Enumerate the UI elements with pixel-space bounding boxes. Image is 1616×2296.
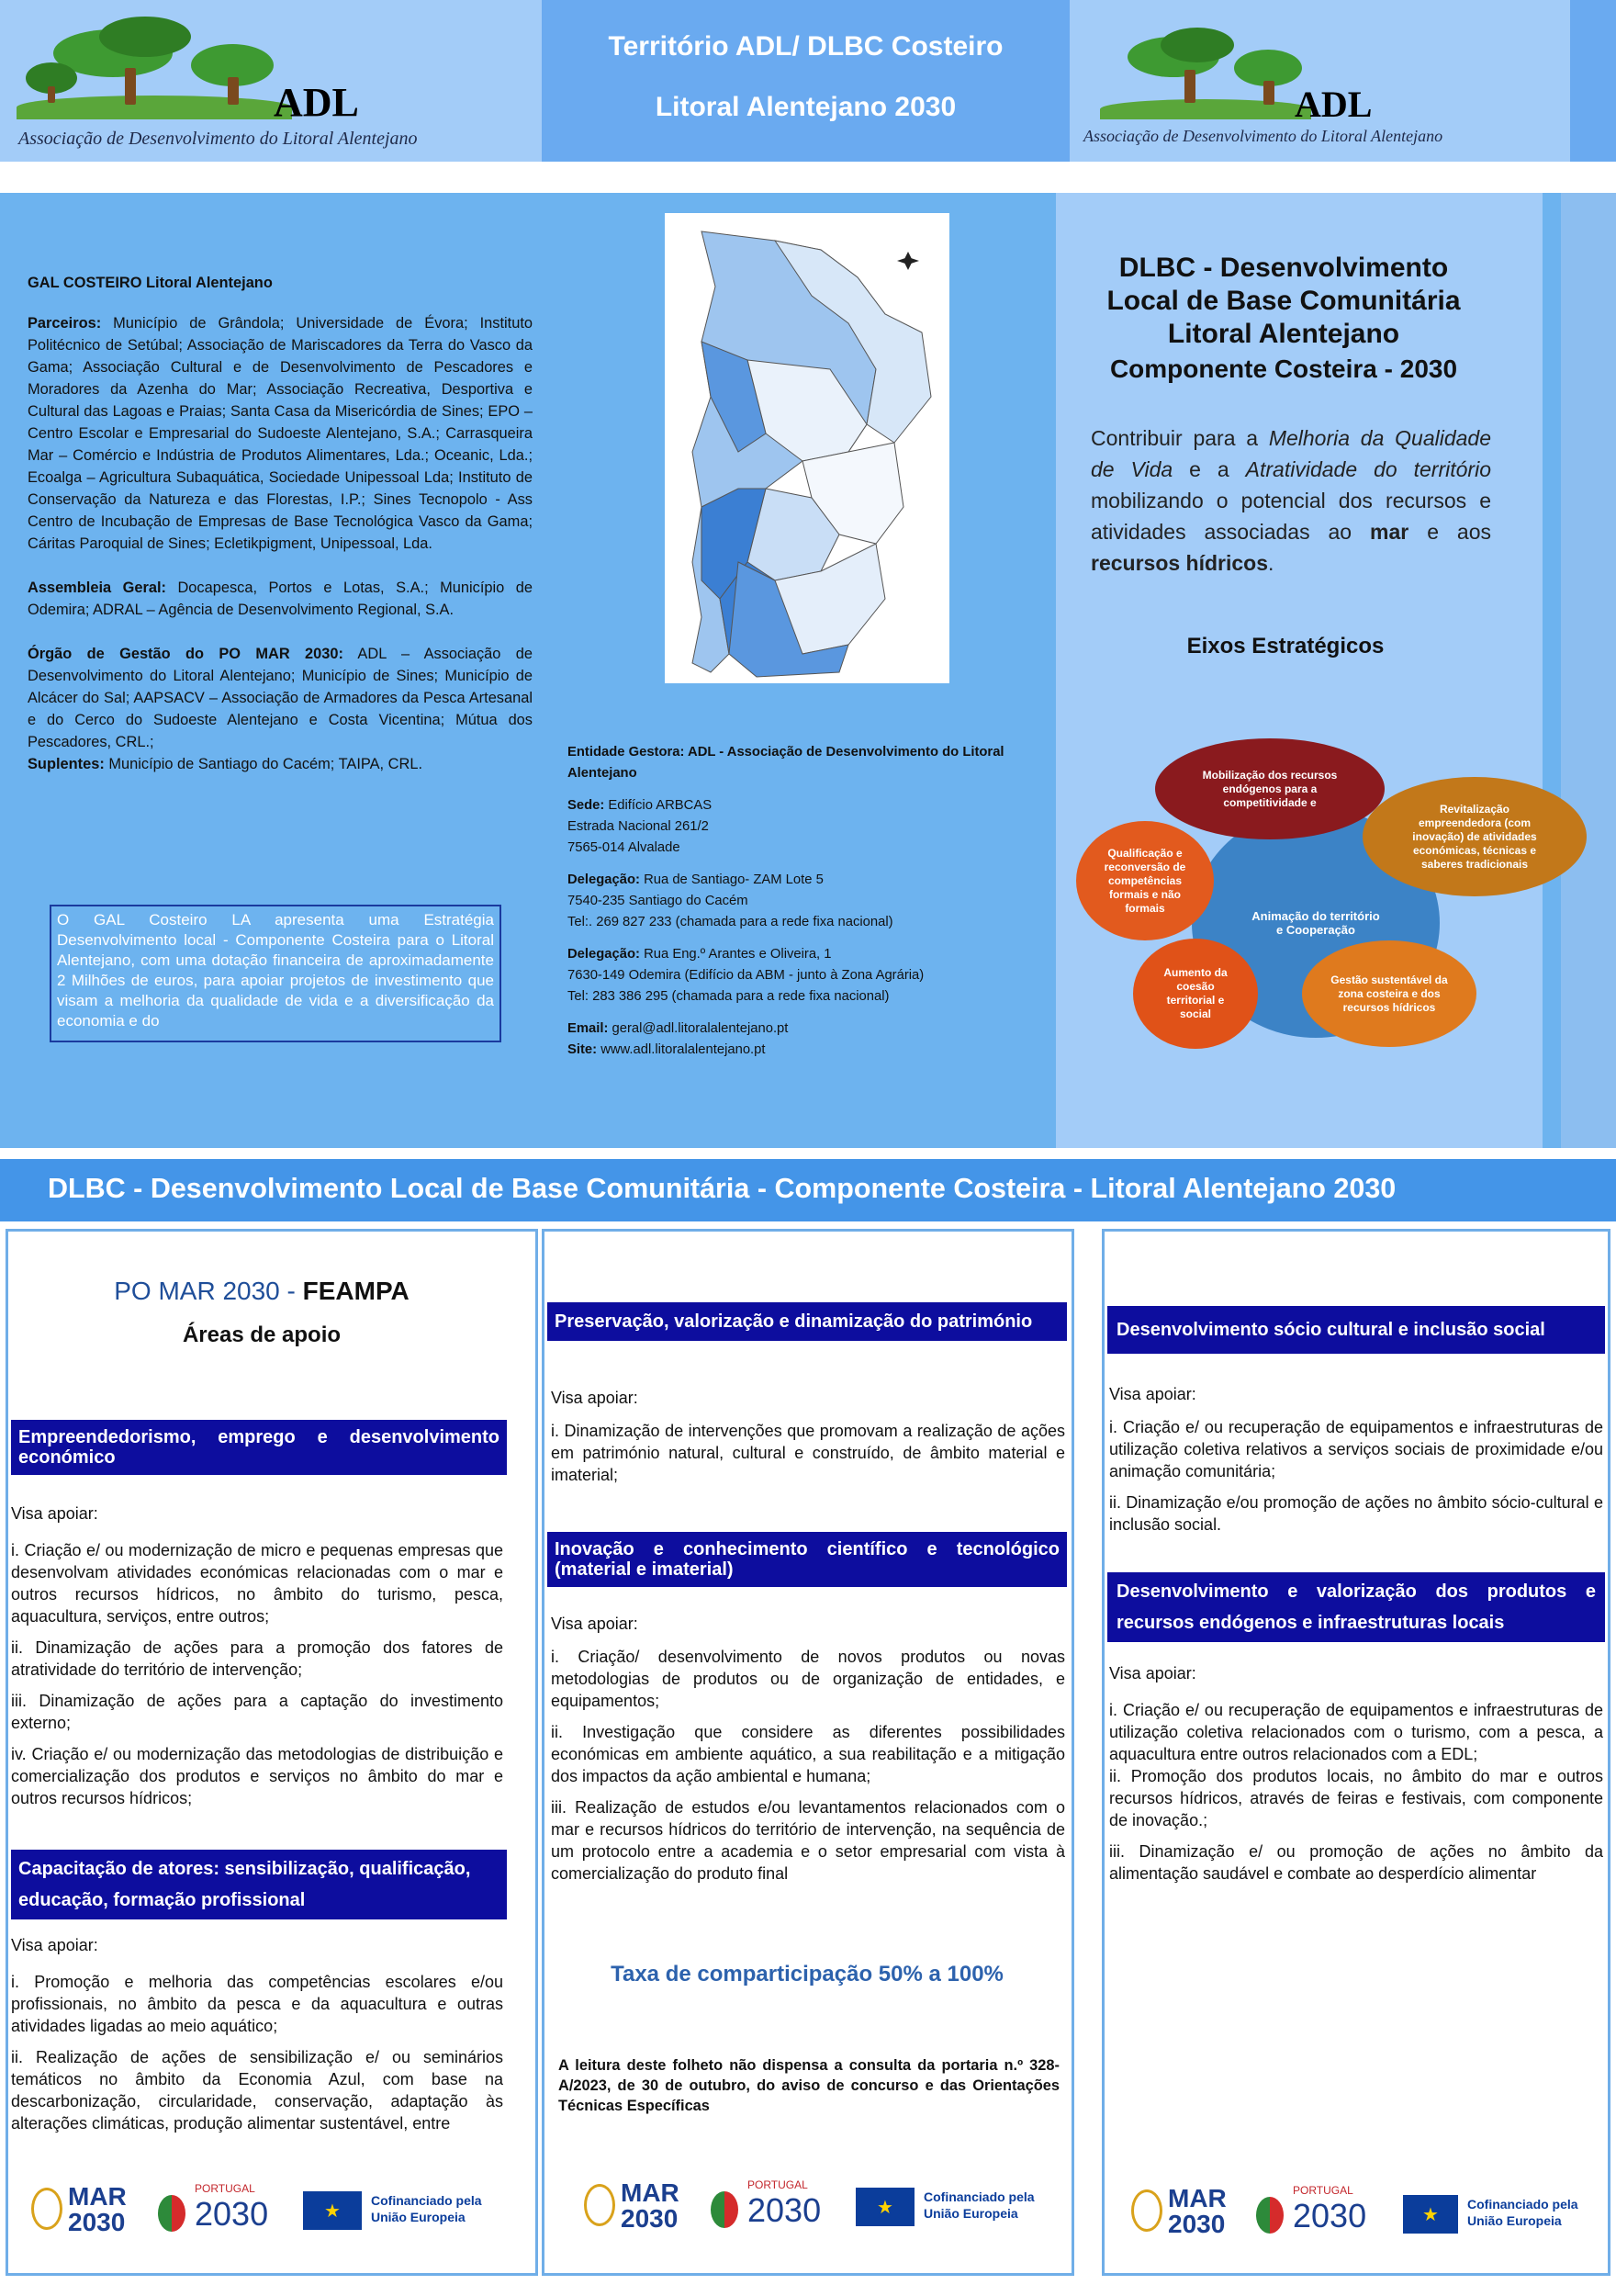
sede-line1: Edifício ARBCAS xyxy=(604,798,713,813)
territory-map xyxy=(665,213,949,683)
portugal2030-logo xyxy=(711,2178,848,2234)
logo-acronym: ADL xyxy=(1295,84,1373,125)
list-item: i. Dinamização de intervenções que promovam a realização de ações em património natural, cultural e construído, de âmbito material e imaterial; xyxy=(551,1422,1065,1484)
contacts-block xyxy=(567,742,1017,1061)
gal-suplentes xyxy=(28,753,533,775)
portugal-text: PORTUGAL xyxy=(195,2182,255,2195)
eu-text: União Europeia xyxy=(924,2206,1018,2221)
list-item: ii. Realização de ações de sensibilização e/ ou seminários temáticos no âmbito da Economia Azul, com base na descarbonização, circularidade, conservação, adaptação às alterações climáticas, produção alimentar sustentável, entre xyxy=(11,2048,503,2133)
visa-apoiar: Visa apoiar: xyxy=(1109,1385,1196,1403)
eu-text: Cofinanciado pela xyxy=(1467,2197,1578,2212)
list-item: ii. Promoção dos produtos locais, no âmbito do mar e outros recursos hídricos, através de feiras e festivais, com componente de inovação.; xyxy=(1109,1767,1603,1829)
col1-section2-title: Capacitação de atores: sensibilização, qualificação, educação, formação profissional xyxy=(11,1850,507,1919)
orgao-text: ADL – Associação de Desenvolvimento do Litoral Alentejano; Município de Sines; Município de Alcácer do Sal; AAPSACV – Associação de Armadores da Pesca Artesanal e do Cerco do Sudoeste Alentejano e Costa Vicentina; Mútua dos Pescadores, CRL.; xyxy=(28,646,533,750)
mission-emph: Atratividade do território xyxy=(1245,457,1491,481)
del1-line2: 7540-235 Santiago do Cacém xyxy=(567,894,748,908)
nota-leitura: A leitura deste folheto não dispensa a consulta da portaria n.º 328-A/2023, de 30 de outubro, do aviso de concurso e das Orientações Técnicas Específicas xyxy=(558,2057,1060,2114)
site-label: Site: xyxy=(567,1042,598,1057)
mission-text: e aos xyxy=(1408,520,1492,544)
logo-trees-icon xyxy=(1100,28,1311,119)
map-svg xyxy=(665,213,949,683)
adl-logo-right xyxy=(1082,28,1513,156)
col1-section1-body xyxy=(11,1503,503,1809)
col3-section1-title: Desenvolvimento sócio cultural e inclusão social xyxy=(1107,1306,1605,1354)
col1-content xyxy=(11,1277,512,1348)
email-label: Email: xyxy=(567,1021,609,1036)
list-item: ii. Dinamização de ações para a promoção dos fatores de atratividade do território de intervenção; xyxy=(11,1638,503,1679)
mar2030-logo xyxy=(1131,2182,1232,2239)
gal-column xyxy=(28,272,533,775)
site-link[interactable]: www.adl.litoralalentejano.pt xyxy=(597,1042,766,1057)
gal-title: GAL COSTEIRO Litoral Alentejano xyxy=(28,275,273,291)
list-item: i. Criação e/ ou recuperação de equipamentos e infraestruturas de utilização coletiva relacionados com o turismo, com a pesca, a aquacultura entre outros relacionados com a EDL; xyxy=(1109,1701,1603,1763)
col3-section2-body xyxy=(1109,1662,1603,1885)
visa-apoiar: Visa apoiar: xyxy=(551,1389,638,1407)
eu-flag-icon: ★ xyxy=(303,2191,362,2230)
list-item: i. Criação/ desenvolvimento de novos produtos ou novas metodologias de produtos ou de organização de entidades, e equipamentos; xyxy=(551,1648,1065,1710)
gal-assembleia xyxy=(28,577,533,621)
dlbc-title xyxy=(1072,252,1495,386)
list-item: ii. Investigação que considere as diferentes possibilidades económicas em ambiente aquático, a sua reabilitação e a mitigação dos impactos da ação ambiental e humana; xyxy=(551,1723,1065,1785)
del1-line3: Tel:. 269 827 233 (chamada para a rede fixa nacional) xyxy=(567,915,893,929)
list-item: i. Criação e/ ou recuperação de equipamentos e infraestruturas de utilização coletiva relativos a serviços sociais de proximidade e/ou animação comunitária; xyxy=(1109,1418,1603,1480)
eu-flag-icon: ★ xyxy=(1403,2195,1458,2234)
dlbc-subtitle: Componente Costeira - 2030 xyxy=(1109,355,1458,383)
col2-section2-title: Inovação e conhecimento científico e tecnológico (material e imaterial) xyxy=(547,1532,1067,1587)
eixo-center: Animação do território e Cooperação xyxy=(1192,808,1440,1038)
mar-text: MAR xyxy=(68,2182,127,2211)
col3-section2-title: Desenvolvimento e valorização dos produtos e recursos endógenos e infraestruturas locais xyxy=(1107,1572,1605,1642)
sede-label: Sede: xyxy=(567,798,605,813)
col1-section2-body xyxy=(11,1934,503,2147)
entidade-text: ADL - Associação de Desenvolvimento do Litoral Alentejano xyxy=(567,745,1004,781)
dlbc-mission xyxy=(1091,422,1491,579)
mission-text: mobilizando o potencial dos recursos e atividades associadas ao xyxy=(1091,489,1491,544)
del1-label: Delegação: xyxy=(567,872,640,887)
entidade-gestora xyxy=(567,742,1017,784)
p2030-text: 2030 xyxy=(1293,2197,1367,2234)
eu-flag-icon: ★ xyxy=(856,2188,915,2226)
banner: DLBC - Desenvolvimento Local de Base Comunitária - Componente Costeira - Litoral Alentejano 2030 xyxy=(0,1159,1616,1221)
mar-text: MAR xyxy=(1168,2184,1227,2212)
mission-text: . xyxy=(1268,551,1274,575)
list-item: ii. Dinamização e/ou promoção de ações no âmbito sócio-cultural e inclusão social. xyxy=(1109,1493,1603,1534)
mission-bold: recursos hídricos xyxy=(1091,551,1269,575)
col2-section1-title: Preservação, valorização e dinamização do património xyxy=(547,1302,1067,1341)
orgao-label: Órgão de Gestão do PO MAR 2030: xyxy=(28,646,343,662)
portugal-flag-icon xyxy=(158,2195,185,2232)
list-item: iv. Criação e/ ou modernização das metodologias de distribuição e comercialização dos produtos e serviços no âmbito do mar e outros recursos hídricos; xyxy=(11,1745,503,1807)
col1-section1-title: Empreendedorismo, emprego e desenvolvimento económico xyxy=(11,1420,507,1475)
compass-icon xyxy=(897,252,919,270)
mission-emph: Melhoria da Qualidade de Vida xyxy=(1091,426,1491,481)
header-title-line2: Litoral Alentejano 2030 xyxy=(655,92,957,122)
dlbc-title-line2: Local de Base Comunitária xyxy=(1106,286,1461,316)
delegacao-odemira xyxy=(567,944,1017,1007)
logo-tagline: Associação de Desenvolvimento do Litoral Alentejano xyxy=(1083,127,1443,145)
logo-trees-icon xyxy=(17,17,292,118)
portugal-text: PORTUGAL xyxy=(747,2178,808,2191)
visa-apoiar: Visa apoiar: xyxy=(1109,1664,1196,1683)
del2-line1: Rua Eng.º Arantes e Oliveira, 1 xyxy=(639,947,832,962)
eu-logo xyxy=(303,2188,514,2234)
eixos-diagram xyxy=(1072,726,1587,1075)
del2-label: Delegação: xyxy=(567,947,640,962)
mar2030-logo xyxy=(584,2177,685,2234)
list-item: i. Criação e/ ou modernização de micro e pequenas empresas que desenvolvam atividades económicas relacionadas com o mar e outros recursos hídricos, no âmbito do turismo, pesca, aquacultura, serviços, entre outros; xyxy=(11,1541,503,1626)
visa-apoiar: Visa apoiar: xyxy=(11,1936,98,1954)
parceiros-label: Parceiros: xyxy=(28,315,102,332)
portugal-flag-icon xyxy=(711,2191,738,2228)
eixo-right: Revitalização empreendedora (com inovação) de atividades económicas, técnicas e saberes tradicionais xyxy=(1363,777,1587,896)
portugal2030-logo xyxy=(158,2182,296,2237)
mar-year: 2030 xyxy=(68,2208,126,2236)
del2-line2: 7630-149 Odemira (Edifício da ABM - junto à Zona Agrária) xyxy=(567,968,925,983)
footer-logos-col1 xyxy=(31,2178,527,2243)
mar2030-logo xyxy=(31,2180,132,2237)
eu-logo xyxy=(856,2184,1067,2230)
mar-emblem-icon xyxy=(31,2188,62,2230)
visa-apoiar: Visa apoiar: xyxy=(11,1504,98,1523)
gal-orgao xyxy=(28,643,533,753)
eu-text: Cofinanciado pela xyxy=(924,2189,1035,2204)
mission-bold: mar xyxy=(1370,520,1409,544)
dlbc-title-line3: Litoral Alentejano xyxy=(1167,319,1400,349)
adl-logo-left xyxy=(17,17,531,154)
portugal-flag-icon xyxy=(1256,2197,1284,2234)
del2-line3: Tel: 283 386 295 (chamada para a rede fixa nacional) xyxy=(567,989,890,1004)
del1-line1: Rua de Santiago- ZAM Lote 5 xyxy=(639,872,824,887)
mission-text: Contribuir para a xyxy=(1091,426,1269,450)
header-title-line1: Território ADL/ DLBC Costeiro xyxy=(608,31,1004,62)
gal-parceiros xyxy=(28,312,533,555)
eu-text: Cofinanciado pela xyxy=(371,2193,482,2208)
site-line[interactable] xyxy=(567,1040,1017,1061)
mar-year: 2030 xyxy=(1168,2210,1226,2238)
eu-text: União Europeia xyxy=(1467,2213,1562,2228)
eixo-bottom-right: Gestão sustentável da zona costeira e dos recursos hídricos xyxy=(1302,940,1476,1047)
dlbc-title-line1: DLBC - Desenvolvimento xyxy=(1118,253,1449,283)
email-line[interactable] xyxy=(567,1019,1017,1040)
delegacao-santiago xyxy=(567,870,1017,933)
assembleia-label: Assembleia Geral: xyxy=(28,580,166,596)
col2-section1-body xyxy=(551,1387,1065,1486)
pomar-label: PO MAR 2030 - xyxy=(114,1277,303,1305)
eixos-title: Eixos Estratégicos xyxy=(1186,634,1385,658)
logo-acronym: ADL xyxy=(274,80,359,125)
portugal2030-logo xyxy=(1256,2184,1394,2239)
entidade-label: Entidade Gestora: xyxy=(567,745,685,760)
suplentes-text: Município de Santiago do Cacém; TAIPA, CRL. xyxy=(104,756,422,772)
pomar-heading xyxy=(11,1277,512,1306)
eixo-top: Mobilização dos recursos endógenos para a competitividade e xyxy=(1155,738,1385,839)
portugal-text: PORTUGAL xyxy=(1293,2184,1353,2197)
list-item: i. Promoção e melhoria das competências escolares e/ou profissionais, no âmbito da pesca e da aquacultura e outras atividades ligadas ao meio aquático; xyxy=(11,1973,503,2035)
list-item: iii. Dinamização e/ ou promoção de ações no âmbito da alimentação saudável e combate ao desperdício alimentar xyxy=(1109,1842,1603,1883)
p2030-text: 2030 xyxy=(195,2195,269,2233)
sede-address xyxy=(567,795,1017,859)
mar-emblem-icon xyxy=(584,2184,615,2226)
header-center-block xyxy=(542,0,1070,162)
header-right-stripe xyxy=(1570,0,1616,162)
sede-line2: Estrada Nacional 261/2 xyxy=(567,819,709,834)
assembleia-text: Docapesca, Portos e Lotas, S.A.; Município de Odemira; ADRAL – Agência de Desenvolvimento Regional, S.A. xyxy=(28,580,533,618)
footer-logos-col2 xyxy=(584,2175,1080,2239)
areas-apoio: Áreas de apoio xyxy=(182,1322,342,1347)
list-item: iii. Dinamização de ações para a captação do investimento externo; xyxy=(11,1692,503,1732)
email-link[interactable]: geral@adl.litoralalentejano.pt xyxy=(608,1021,789,1036)
footer-logos-col3 xyxy=(1131,2180,1590,2245)
col2-section2-body xyxy=(551,1613,1065,1885)
p2030-text: 2030 xyxy=(747,2191,822,2229)
suplentes-label: Suplentes: xyxy=(28,756,105,772)
mar-emblem-icon xyxy=(1131,2189,1162,2232)
list-item: iii. Realização de estudos e/ou levantamentos relacionados com o mar e recursos hídricos do território de intervenção, na sequência de um protocolo entre a academia e o setor empresarial com vista à comercialização do produto final xyxy=(551,1798,1065,1883)
mar-text: MAR xyxy=(621,2178,679,2207)
parceiros-text: Município de Grândola; Universidade de Évora; Instituto Politécnico de Setúbal; Associação de Mariscadores da Terra do Vasco da Gama; Associação Cultural e de Desenvolvimento de Pescadores e Moradores da Azenha do Mar; Associação Recreativa, Desportiva e Cultural das Lagoas e Praias; Santa Casa da Misericórdia de Sines; EPO – Centro Escolar e Empresarial do Sudoeste Alentejano, S.A.; Carrasqueira Mar – Comércio e Indústria de Produtos Alimentares, Lda.; Oceanic, Lda.; Ecoalga – Agricultura Subaquática, Sociedade Unipessoal Lda; Instituto de Conservação da Natureza e das Florestas, I.P.; Sines Tecnopolo - Ass Centro de Incubação de Empresas de Base Tecnológica Vasco da Gama; Cáritas Paroquial de Sines; Ecletikpigment, Unipessoal, Lda. xyxy=(28,315,533,552)
mar-year: 2030 xyxy=(621,2204,679,2233)
eixo-bottom-left: Aumento da coesão territorial e social xyxy=(1133,939,1258,1049)
eixo-left: Qualificação e reconversão de competências formais e não formais xyxy=(1076,821,1214,940)
taxa-comparticipacao: Taxa de comparticipação 50% a 100% xyxy=(611,1962,1004,1986)
gal-summary-box: O GAL Costeiro LA apresenta uma Estratégia Desenvolvimento local - Componente Costeira para o Litoral Alentejano, com uma dotação financeira de aproximadamente 2 Milhões de euros, para apoiar projetos de investimento que visam a melhoria da qualidade de vida e a diversificação da economia e do xyxy=(50,905,501,1042)
visa-apoiar: Visa apoiar: xyxy=(551,1615,638,1633)
mission-text: e a xyxy=(1173,457,1246,481)
logo-tagline: Associação de Desenvolvimento do Litoral Alentejano xyxy=(18,129,418,149)
feampa-label: FEAMPA xyxy=(302,1277,410,1305)
sede-line3: 7565-014 Alvalade xyxy=(567,840,680,855)
eu-text: União Europeia xyxy=(371,2210,466,2224)
col3-section1-body xyxy=(1109,1383,1603,1536)
eu-logo xyxy=(1403,2191,1587,2237)
